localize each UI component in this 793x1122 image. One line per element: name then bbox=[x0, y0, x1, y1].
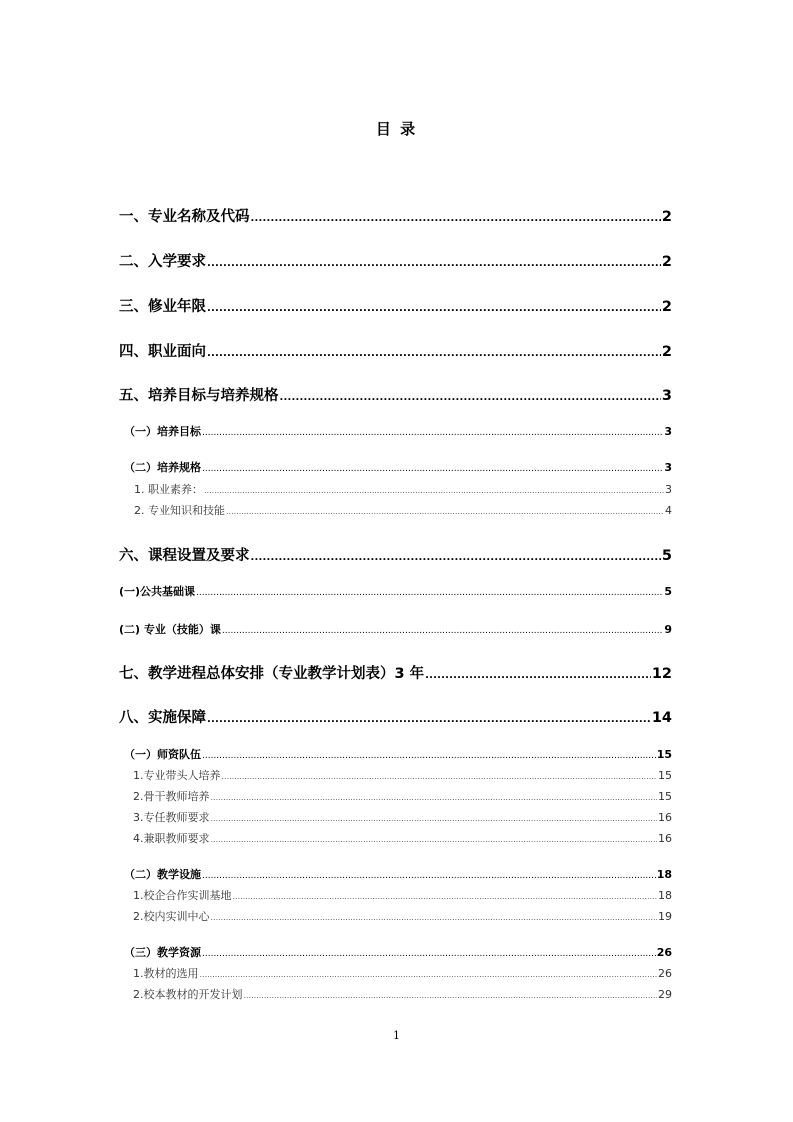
toc-entry-s8-1-2[interactable] bbox=[133, 788, 672, 804]
toc-leader bbox=[222, 626, 663, 636]
toc-entry-s3[interactable] bbox=[119, 295, 672, 316]
toc-page: 29 bbox=[658, 988, 672, 1001]
toc-entry-s8-2-2[interactable] bbox=[133, 908, 672, 924]
toc-label: 2. 专业知识和技能 bbox=[134, 504, 225, 517]
toc-leader bbox=[202, 751, 656, 761]
toc-page: 16 bbox=[658, 811, 672, 824]
toc-label: 五、培养目标与培养规格 bbox=[119, 388, 279, 404]
toc-page: 3 bbox=[664, 425, 672, 438]
toc-label: 2.校内实训中心 bbox=[133, 910, 210, 923]
toc-label: 2.骨干教师培养 bbox=[133, 790, 210, 803]
toc-entry-s5-2-2[interactable] bbox=[134, 502, 672, 518]
toc-page: 3 bbox=[661, 388, 672, 404]
toc-leader bbox=[207, 714, 651, 725]
toc-entry-s5[interactable] bbox=[119, 384, 672, 405]
toc-page: 12 bbox=[651, 666, 672, 682]
toc-page: 26 bbox=[658, 967, 672, 980]
toc-page: 2 bbox=[661, 254, 672, 270]
toc-label: 1.专业带头人培养 bbox=[133, 769, 221, 782]
toc-entry-s4[interactable] bbox=[119, 340, 672, 361]
toc-label: 1.校企合作实训基地 bbox=[133, 889, 232, 902]
toc-entry-s8-1-3[interactable] bbox=[133, 809, 672, 825]
toc-page: 5 bbox=[664, 585, 672, 598]
toc-page: 4 bbox=[665, 504, 672, 517]
toc-label: 四、职业面向 bbox=[119, 344, 206, 360]
toc-entry-s8-2-1[interactable] bbox=[133, 887, 672, 903]
toc-page: 2 bbox=[661, 344, 672, 360]
toc-page: 15 bbox=[658, 769, 672, 782]
toc-page: 26 bbox=[656, 946, 672, 959]
toc-label: （二）培养规格 bbox=[124, 461, 201, 474]
toc-page: 15 bbox=[658, 790, 672, 803]
toc-page: 3 bbox=[664, 461, 672, 474]
toc-leader bbox=[202, 949, 656, 959]
toc-page: 2 bbox=[661, 209, 672, 225]
toc-entry-s5-2-1[interactable] bbox=[134, 481, 672, 497]
toc-label: （一）培养目标 bbox=[124, 425, 201, 438]
toc-label: 八、实施保障 bbox=[119, 710, 206, 726]
toc-entry-s6-2[interactable] bbox=[119, 621, 672, 637]
toc-label: 三、修业年限 bbox=[119, 299, 206, 315]
toc-entry-s8-2[interactable] bbox=[124, 866, 672, 882]
toc-label: 3.专任教师要求 bbox=[133, 811, 210, 824]
toc-entry-s5-2[interactable] bbox=[124, 459, 672, 475]
toc-leader bbox=[280, 392, 661, 403]
toc-leader bbox=[202, 871, 656, 881]
toc-label: （一）师资队伍 bbox=[124, 748, 201, 761]
toc-entry-s8-3-1[interactable] bbox=[133, 965, 672, 981]
toc-leader bbox=[251, 552, 661, 563]
toc-leader bbox=[200, 970, 658, 979]
toc-leader bbox=[211, 793, 658, 802]
toc-label: (二) 专业（技能）课 bbox=[119, 623, 221, 636]
toc-leader bbox=[425, 670, 651, 681]
toc-entry-s8-1-1[interactable] bbox=[133, 767, 672, 783]
toc-entry-s5-1[interactable] bbox=[124, 423, 672, 439]
toc-entry-s1[interactable] bbox=[119, 205, 672, 226]
toc-page: 18 bbox=[658, 889, 672, 902]
toc-label: 2.校本教材的开发计划 bbox=[133, 988, 243, 1001]
toc-label: 七、教学进程总体安排（专业教学计划表）3 年 bbox=[119, 666, 425, 682]
toc-page: 14 bbox=[651, 710, 672, 726]
toc-leader bbox=[207, 348, 661, 359]
toc-leader bbox=[202, 464, 663, 474]
toc-label: （三）教学资源 bbox=[124, 946, 201, 959]
toc-entry-s8[interactable] bbox=[119, 706, 672, 727]
toc-page: 9 bbox=[664, 623, 672, 636]
toc-leader bbox=[233, 892, 658, 901]
toc-label: 1. 职业素养： bbox=[134, 483, 203, 496]
toc-label: （二）教学设施 bbox=[124, 868, 201, 881]
toc-page: 19 bbox=[658, 910, 672, 923]
toc-page: 2 bbox=[661, 299, 672, 315]
toc-leader bbox=[207, 258, 661, 269]
document-title: 目 录 bbox=[375, 120, 418, 138]
toc-leader bbox=[244, 991, 658, 1000]
toc-entry-s6-1[interactable] bbox=[119, 583, 672, 599]
toc-leader bbox=[207, 303, 661, 314]
toc-label: 二、入学要求 bbox=[119, 254, 206, 270]
toc-label: 六、课程设置及要求 bbox=[119, 548, 250, 564]
toc-page: 3 bbox=[665, 483, 672, 496]
toc-leader bbox=[202, 428, 663, 438]
toc-label: 4.兼职教师要求 bbox=[133, 832, 210, 845]
toc-leader bbox=[211, 835, 658, 844]
page-number: 1 bbox=[393, 1029, 400, 1042]
toc-label: (一)公共基础课 bbox=[119, 585, 196, 598]
toc-entry-s8-3-2[interactable] bbox=[133, 986, 672, 1002]
toc-leader bbox=[204, 486, 664, 495]
toc-label: 1.教材的选用 bbox=[133, 967, 199, 980]
toc-leader bbox=[226, 507, 664, 516]
toc-page: 5 bbox=[661, 548, 672, 564]
toc-label: 一、专业名称及代码 bbox=[119, 209, 250, 225]
toc-page: 15 bbox=[656, 748, 672, 761]
toc-page: 18 bbox=[656, 868, 672, 881]
toc-page: 16 bbox=[658, 832, 672, 845]
toc-entry-s2[interactable] bbox=[119, 250, 672, 271]
toc-entry-s7[interactable] bbox=[119, 662, 672, 683]
toc-leader bbox=[251, 213, 661, 224]
toc-leader bbox=[211, 814, 658, 823]
toc-leader bbox=[196, 588, 663, 598]
toc-leader bbox=[222, 772, 658, 781]
toc-entry-s8-1[interactable] bbox=[124, 746, 672, 762]
toc-leader bbox=[211, 913, 658, 922]
toc-entry-s8-3[interactable] bbox=[124, 944, 672, 960]
toc-entry-s8-1-4[interactable] bbox=[133, 830, 672, 846]
toc-entry-s6[interactable] bbox=[119, 544, 672, 565]
